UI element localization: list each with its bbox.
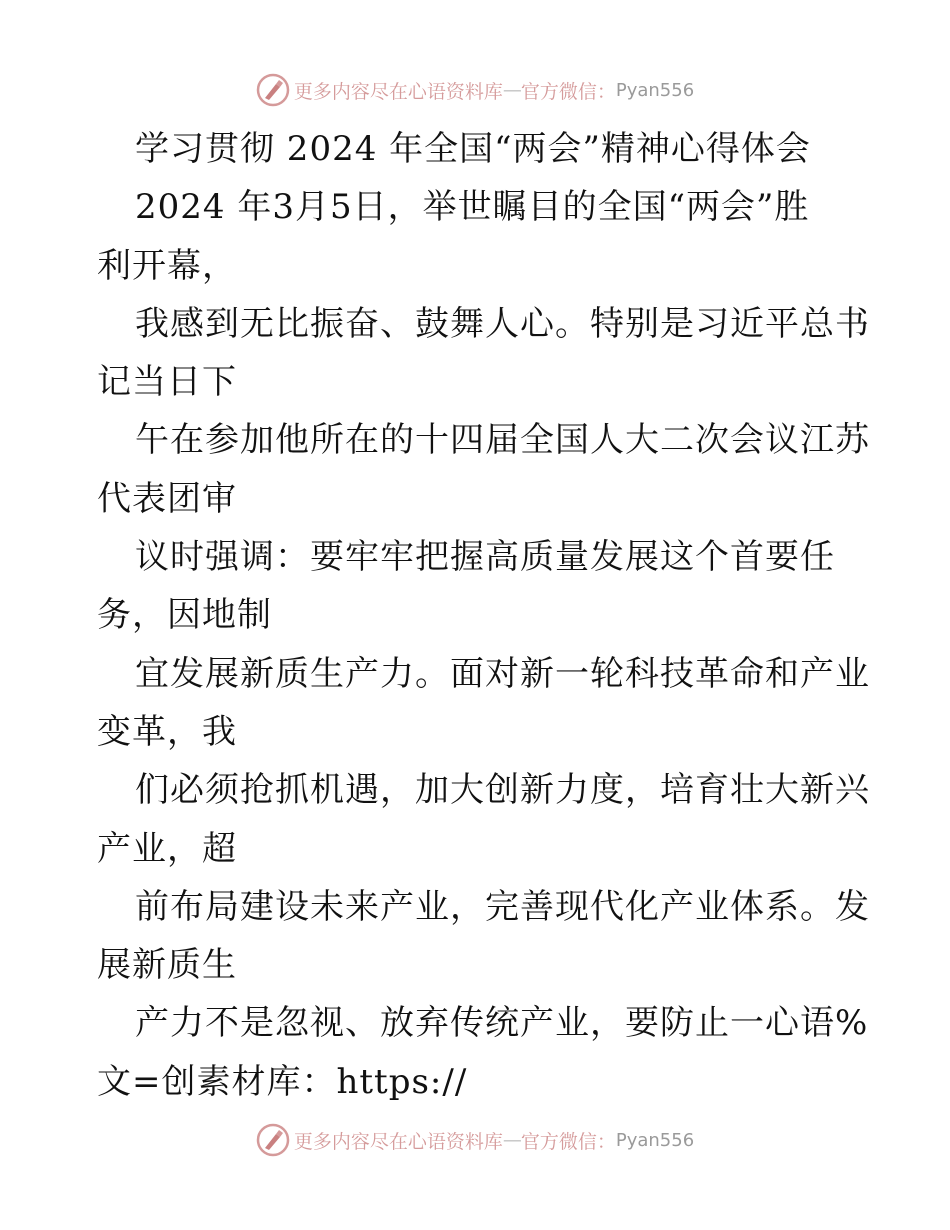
paragraph-line: 产业，超 — [97, 828, 237, 869]
watermark-dash: — — [502, 1129, 521, 1151]
pen-logo-icon — [256, 1123, 290, 1157]
paragraph-line: 我感到无比振奋、鼓舞人心。特别是习近平总书 — [135, 303, 870, 344]
watermark-handle: Pyan556 — [615, 1129, 695, 1151]
paragraph-line: 前布局建设未来产业，完善现代化产业体系。发 — [135, 886, 870, 927]
watermark-suffix: 官方微信： — [520, 80, 616, 103]
paragraph-line: 代表团审 — [97, 478, 237, 519]
header-watermark — [0, 70, 950, 110]
watermark-handle: Pyan556 — [615, 79, 695, 101]
paragraph-line: 展新质生 — [97, 945, 237, 986]
document-title: 学习贯彻 2024 年全国“两会”精神心得体会 — [135, 129, 811, 169]
watermark-suffix: 官方微信： — [520, 1130, 616, 1153]
watermark-brand: 更多内容尽在心语资料库 — [293, 1130, 503, 1153]
footer-watermark — [0, 1120, 950, 1160]
paragraph-line: 宜发展新质生产力。面对新一轮科技革命和产业 — [135, 653, 870, 694]
paragraph-line: 产力不是忽视、放弃传统产业，要防止一心语% — [135, 1003, 869, 1044]
paragraph-line: 文=创素材库：https:// — [97, 1061, 468, 1102]
watermark-brand: 更多内容尽在心语资料库 — [293, 80, 503, 103]
paragraph-line: 们必须抢抓机遇，加大创新力度，培育壮大新兴 — [135, 770, 870, 811]
document-body — [97, 120, 870, 1111]
paragraph-line: 务，因地制 — [97, 595, 272, 636]
paragraph-line: 2024 年3月5日，举世瞩目的全国“两会”胜 — [135, 187, 810, 228]
paragraph-line: 变革，我 — [97, 711, 237, 752]
pen-logo-icon — [256, 73, 290, 107]
paragraph-line: 利开幕， — [97, 245, 237, 286]
watermark-dash: — — [502, 79, 521, 101]
paragraph-line: 记当日下 — [97, 362, 237, 403]
paragraph-line: 午在参加他所在的十四届全国人大二次会议江苏 — [135, 420, 870, 461]
paragraph-line: 议时强调：要牢牢把握高质量发展这个首要任 — [135, 537, 835, 578]
